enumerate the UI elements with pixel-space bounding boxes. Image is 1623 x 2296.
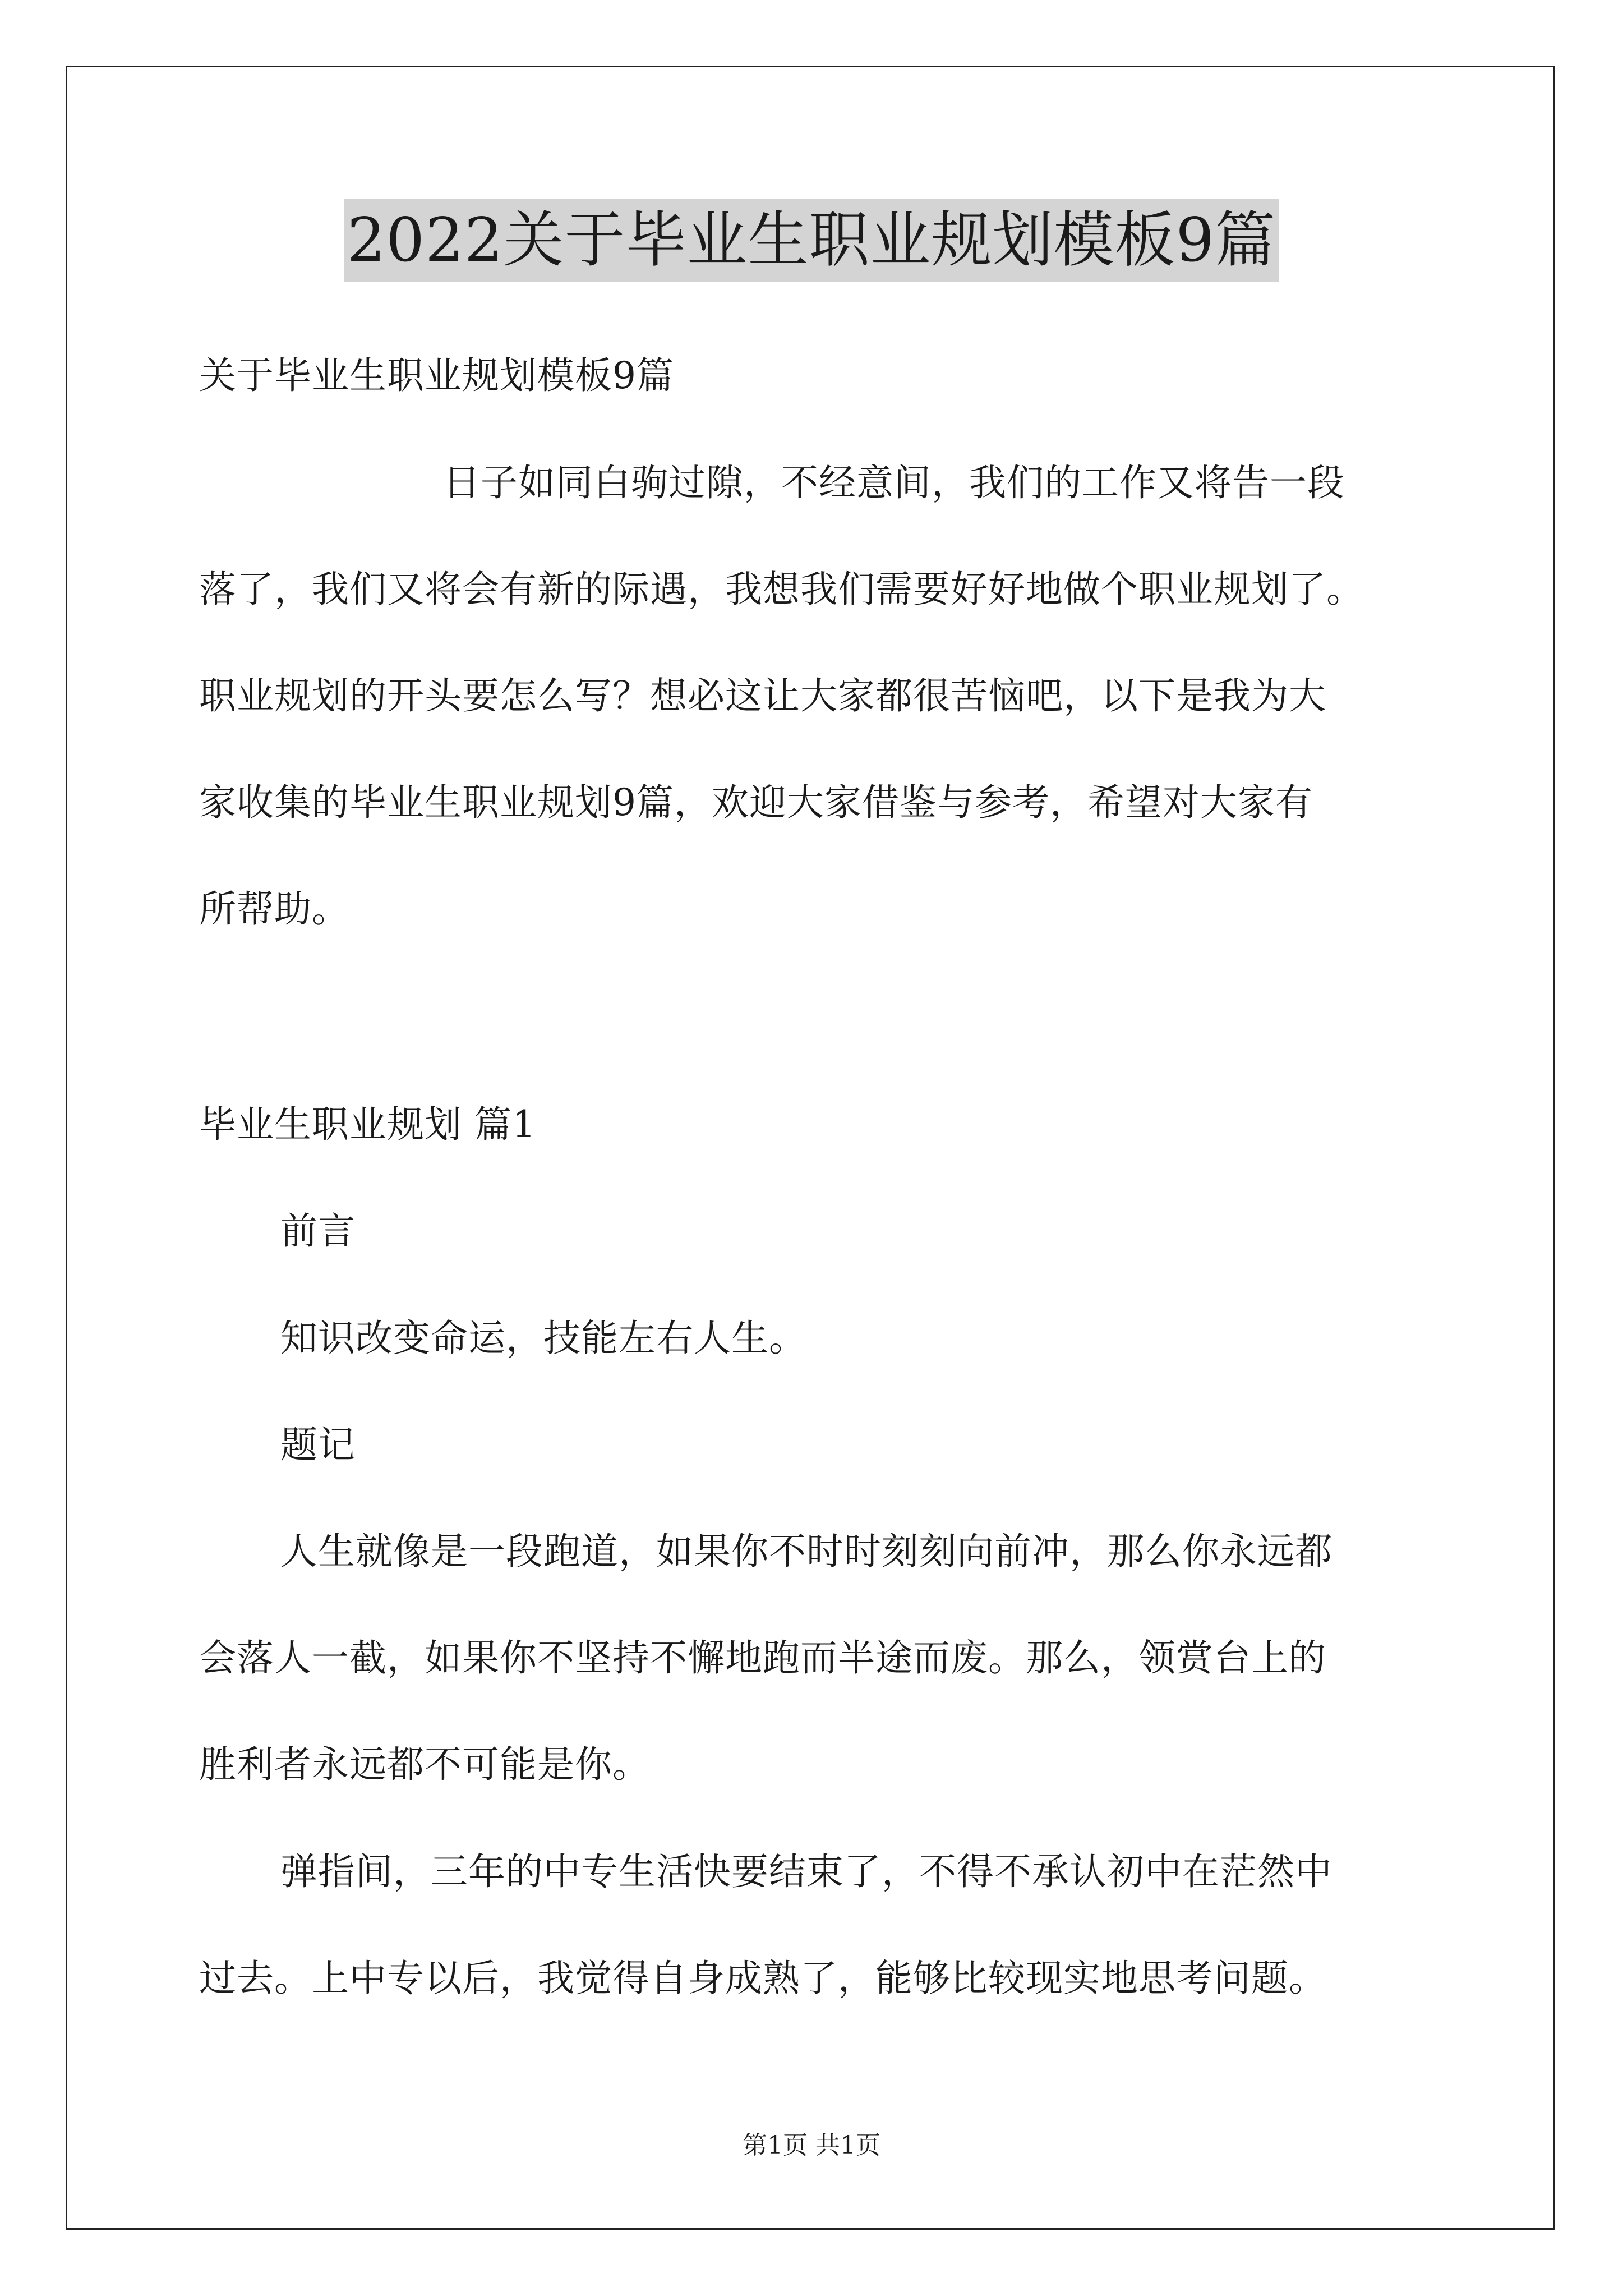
intro-line-3: 职业规划的开头要怎么写？想必这让大家都很苦恼吧，以下是我为大 bbox=[199, 674, 1326, 717]
preface-text: 知识改变命运，技能左右人生。 bbox=[280, 1317, 806, 1360]
para2-line-2: 过去。上中专以后，我觉得自身成熟了，能够比较现实地思考问题。 bbox=[199, 1957, 1326, 2000]
para1-line-2: 会落人一截，如果你不坚持不懈地跑而半途而废。那么，领赏台上的 bbox=[199, 1636, 1326, 1680]
para1-line-3: 胜利者永远都不可能是你。 bbox=[199, 1743, 650, 1786]
page-footer: 第1页 共1页 bbox=[743, 2131, 880, 2160]
para1-line-1: 人生就像是一段跑道，如果你不时时刻刻向前冲，那么你永远都 bbox=[280, 1530, 1332, 1573]
document-subtitle: 关于毕业生职业规划模板9篇 bbox=[199, 354, 674, 397]
section-heading: 毕业生职业规划 篇1 bbox=[199, 1103, 536, 1146]
intro-line-5: 所帮助。 bbox=[199, 887, 349, 931]
document-title: 2022关于毕业生职业规划模板9篇 bbox=[344, 199, 1280, 282]
intro-line-1: 日子如同白驹过隙，不经意间，我们的工作又将告一段 bbox=[443, 461, 1345, 504]
preface-label: 前言 bbox=[280, 1209, 356, 1253]
para2-line-1: 弹指间，三年的中专生活快要结束了，不得不承认初中在茫然中 bbox=[280, 1850, 1332, 1893]
intro-line-4: 家收集的毕业生职业规划9篇，欢迎大家借鉴与参考，希望对大家有 bbox=[199, 781, 1313, 824]
title-wrap bbox=[0, 199, 1623, 282]
epigraph-label: 题记 bbox=[280, 1423, 356, 1466]
intro-line-2: 落了，我们又将会有新的际遇，我想我们需要好好地做个职业规划了。 bbox=[199, 568, 1364, 611]
